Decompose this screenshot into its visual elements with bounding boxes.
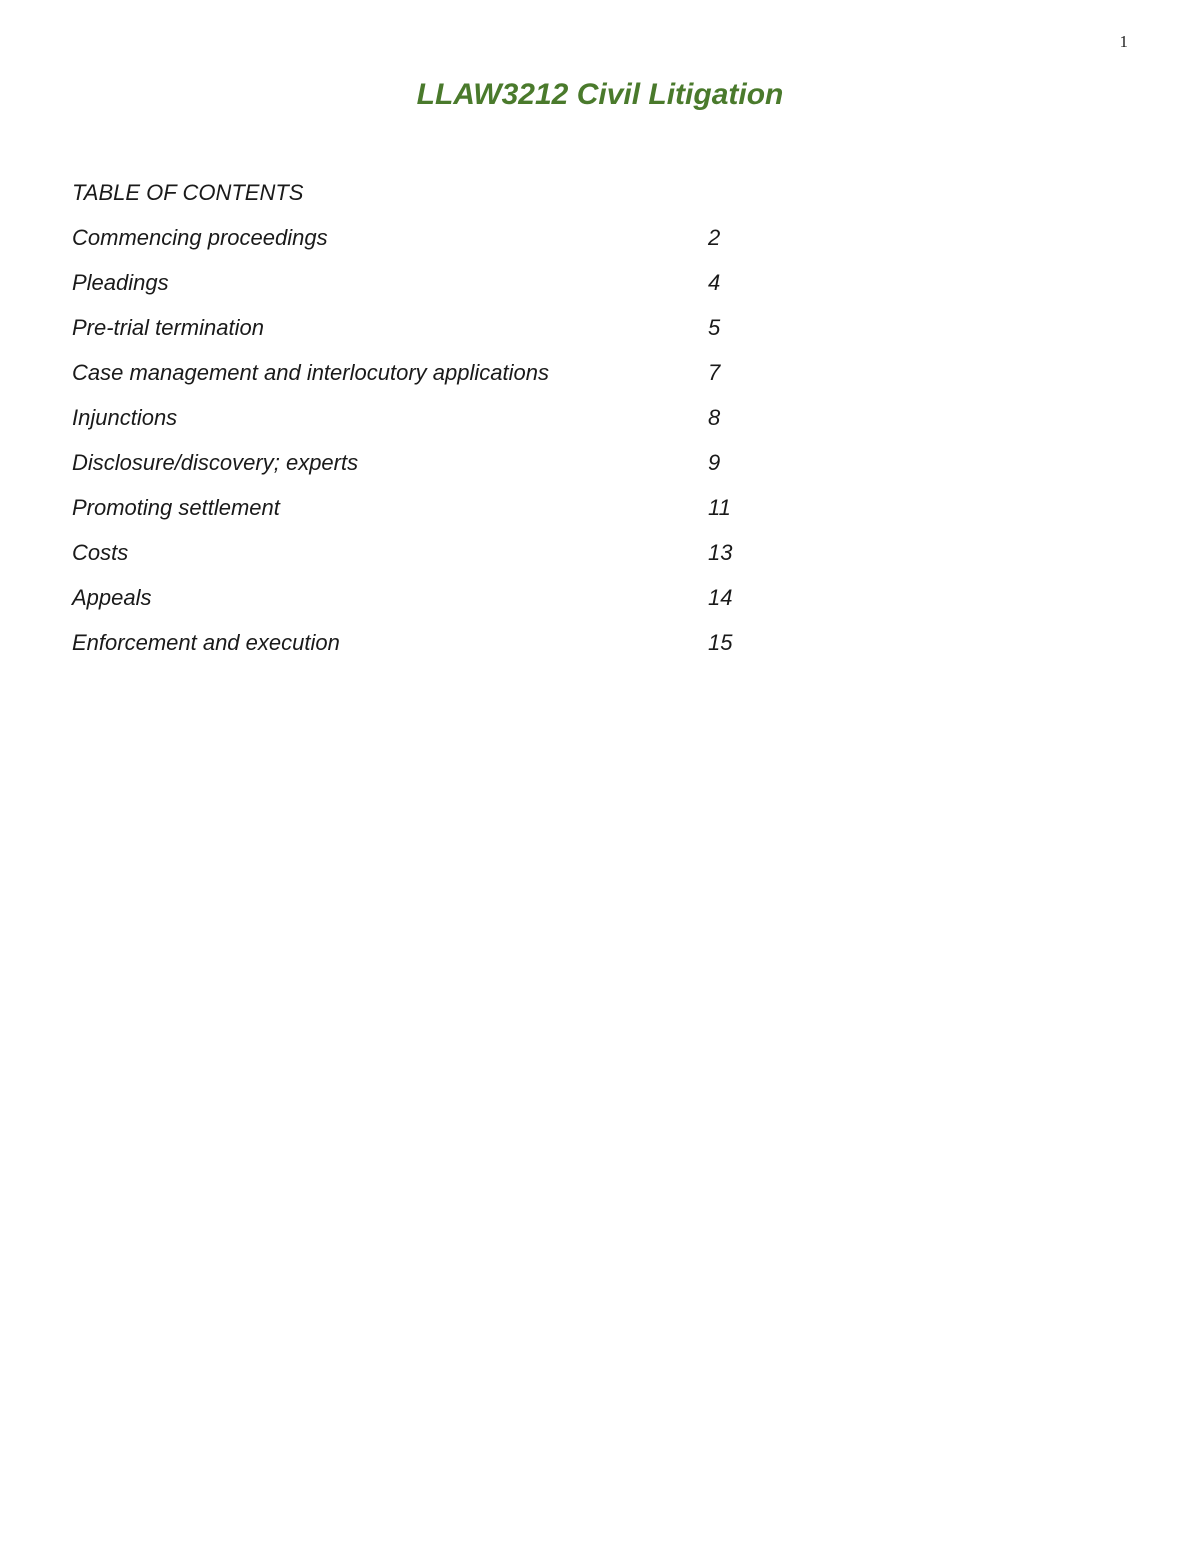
toc-entry-label: Injunctions	[72, 405, 178, 430]
toc-entry[interactable]	[72, 628, 772, 673]
document-title: LLAW3212 Civil Litigation	[416, 78, 784, 111]
toc-heading: TABLE OF CONTENTS	[72, 180, 304, 205]
toc-entry[interactable]	[72, 538, 772, 583]
toc-entry[interactable]	[72, 403, 772, 448]
toc-entry-page: 5	[708, 315, 721, 340]
toc-entry[interactable]	[72, 268, 772, 313]
toc-entry[interactable]	[72, 583, 772, 628]
toc-entry-page: 4	[708, 270, 721, 295]
toc-entry-page: 9	[708, 450, 721, 475]
toc-entry-label: Appeals	[72, 585, 152, 610]
toc-entry[interactable]	[72, 493, 772, 538]
toc-entry-page: 11	[708, 495, 731, 520]
toc-entry-label: Promoting settlement	[72, 495, 280, 520]
toc-entry-page: 15	[708, 630, 733, 655]
toc-entry[interactable]	[72, 448, 772, 493]
toc-entry-label: Enforcement and execution	[72, 630, 340, 655]
toc-entry-page: 2	[708, 225, 721, 250]
toc-entry-page: 7	[708, 360, 721, 385]
toc-entry-page: 14	[708, 585, 733, 610]
toc-entry-page: 8	[708, 405, 721, 430]
page-number: 1	[1119, 32, 1128, 51]
table-of-contents	[72, 178, 772, 673]
toc-entry[interactable]	[72, 223, 772, 268]
toc-entry-label: Pre-trial termination	[72, 315, 264, 340]
toc-entry-label: Pleadings	[72, 270, 169, 295]
toc-entry-page: 13	[708, 540, 733, 565]
toc-entry[interactable]	[72, 313, 772, 358]
toc-entry-label: Costs	[72, 540, 129, 565]
toc-entry[interactable]	[72, 358, 772, 403]
toc-entry-label: Commencing proceedings	[72, 225, 328, 250]
toc-entry-label: Case management and interlocutory applications	[72, 360, 549, 385]
toc-entry-label: Disclosure/discovery; experts	[72, 450, 359, 475]
toc-list	[72, 223, 772, 673]
